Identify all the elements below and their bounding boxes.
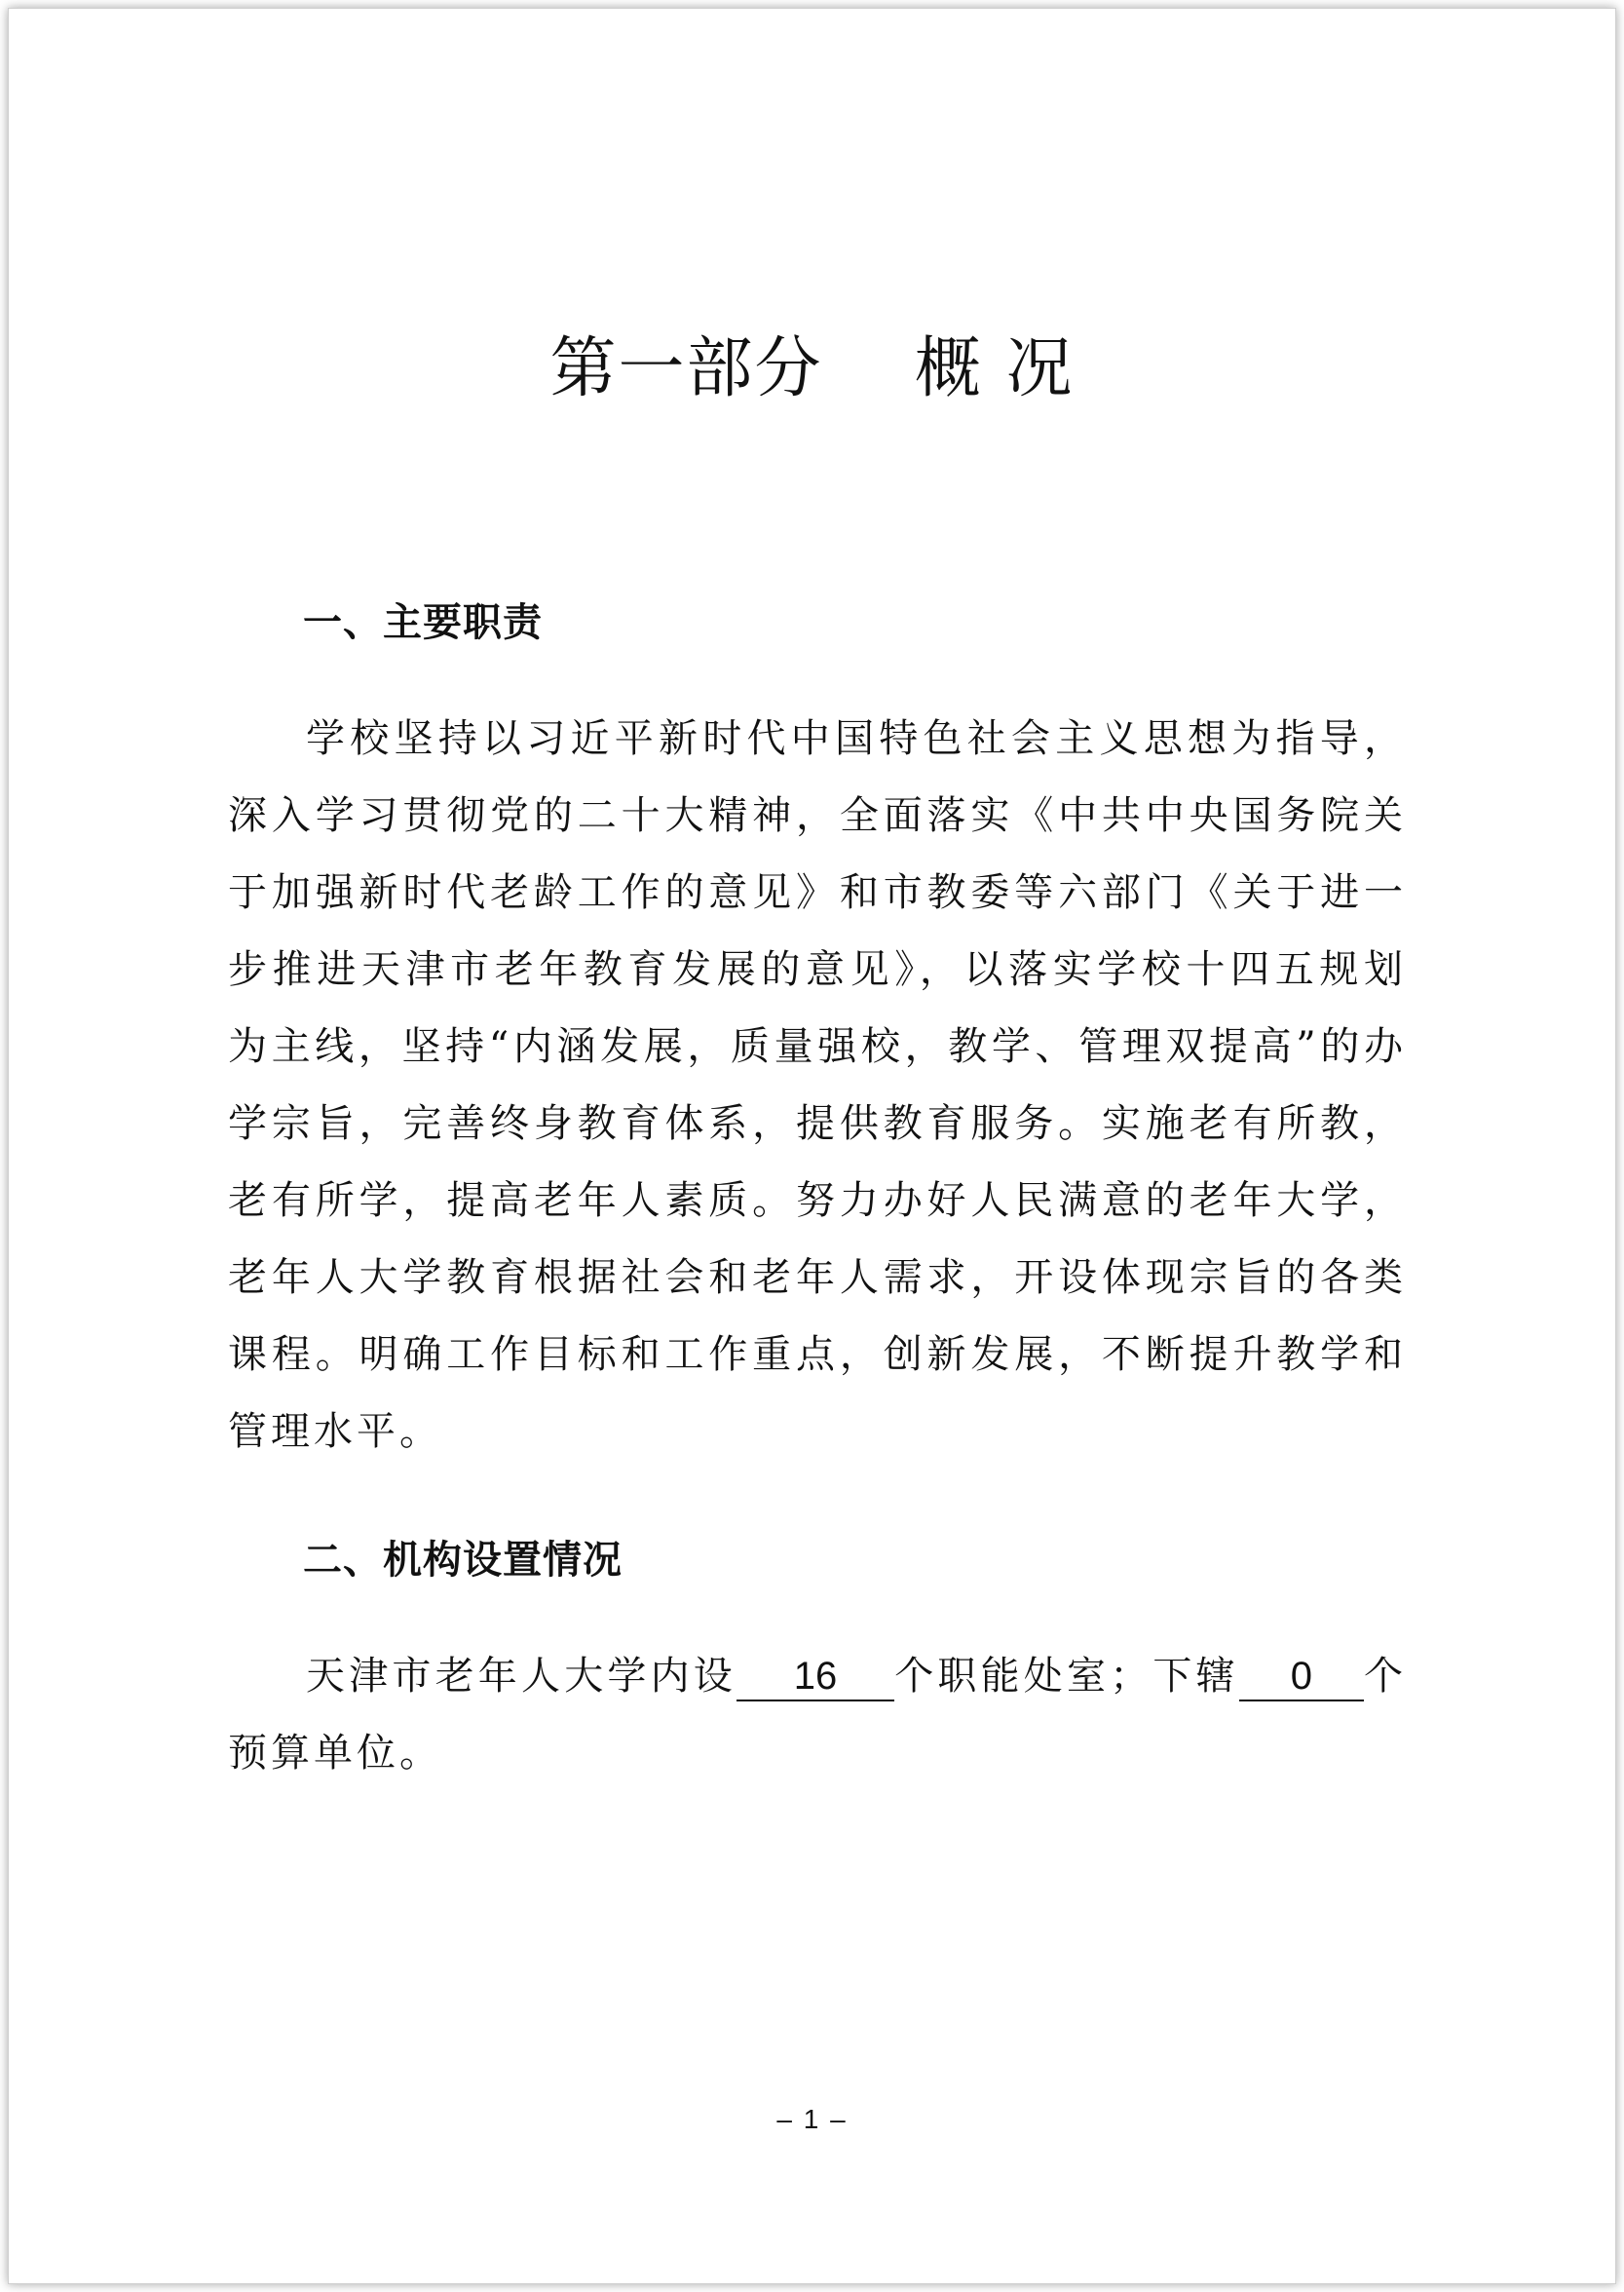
organization-text-after: 个预算单位。 <box>228 1654 1408 1776</box>
page-title: 第一部分 概 况 <box>549 330 1075 407</box>
organization-text-middle: 个职能处室；下辖 <box>894 1654 1239 1699</box>
unit-count-field: 0 <box>1239 1653 1364 1701</box>
section-heading-organization: 二、机构设置情况 <box>303 1538 623 1583</box>
organization-paragraph <box>228 1638 1407 1792</box>
office-count-field: 16 <box>736 1653 894 1701</box>
section-heading-main-duties: 一、主要职责 <box>303 600 543 645</box>
document-page <box>8 8 1616 2284</box>
main-duties-paragraph: 学校坚持以习近平新时代中国特色社会主义思想为指导，深入学习贯彻党的二十大精神，全面落实《中共中央国务院关于加强新时代老龄工作的意见》和市教委等六部门《关于进一步推进天津市老年教育发展的意见》，以落实学校十四五规划为主线，坚持“内涵发展，质量强校，教学、管理双提高”的办学宗旨，完善终身教育体系，提供教育服务。实施老有所教，老有所学，提高老年人素质。努力办好人民满意的老年大学，老年人大学教育根据社会和老年人需求，开设体现宗旨的各类课程。明确工作目标和工作重点，创新发展，不断提升教学和管理水平。 <box>228 716 1407 1454</box>
page-number: – 1 – <box>776 2104 848 2134</box>
organization-text-before: 天津市老年人大学内设 <box>306 1654 736 1699</box>
